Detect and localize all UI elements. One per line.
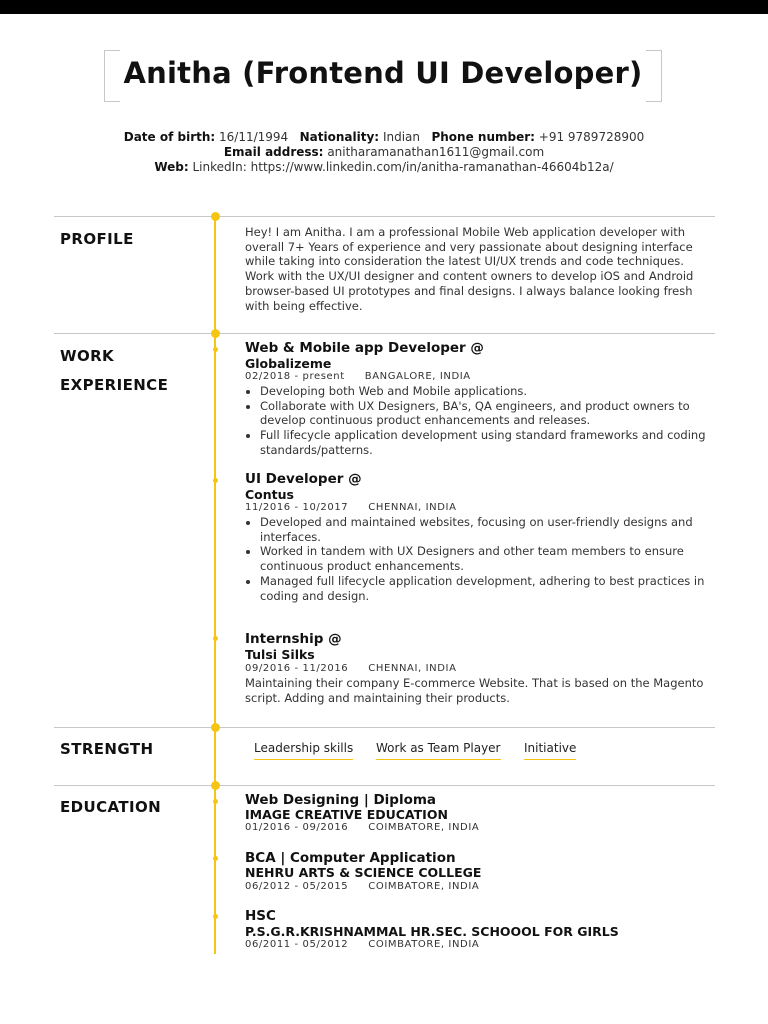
job-bullet: • Worked in tandem with UX Designers and other team members to ensure continuous product enhancements.: [260, 544, 730, 573]
strength-tag: Initiative: [524, 741, 576, 760]
nationality-label: Nationality:: [299, 130, 380, 144]
edu-school: IMAGE CREATIVE EDUCATION: [245, 807, 448, 822]
job-dates: 09/2016 - 11/2016: [245, 663, 349, 674]
job-bullets: [245, 515, 730, 603]
nationality-value: Indian: [382, 130, 420, 144]
timeline-dot: [213, 636, 218, 641]
work-heading-line2: EXPERIENCE: [60, 376, 169, 394]
dob-label: Date of birth:: [123, 130, 216, 144]
edu-location: COIMBATORE, INDIA: [368, 939, 480, 950]
dob-value: 16/11/1994: [219, 130, 289, 144]
job-dates: 11/2016 - 10/2017: [245, 502, 349, 513]
email-label: Email address:: [223, 145, 324, 159]
section-divider: [54, 727, 715, 728]
web-label: Web:: [154, 160, 189, 174]
job-bullets: [245, 384, 730, 458]
edu-meta: [245, 822, 479, 833]
edu-meta: [245, 881, 479, 892]
job-location: CHENNAI, INDIA: [368, 502, 457, 513]
strength-tag: Leadership skills: [254, 741, 353, 760]
work-heading-line1: WORK: [60, 347, 115, 365]
contact-line-3: [0, 160, 768, 174]
section-divider: [54, 216, 715, 217]
edu-school: P.S.G.R.KRISHNAMMAL HR.SEC. SCHOOOL FOR GIRLS: [245, 924, 619, 939]
timeline-node: [211, 723, 220, 732]
job-title: Web & Mobile app Developer @: [245, 340, 484, 356]
contact-line-2: [0, 145, 768, 159]
edu-dates: 06/2011 - 05/2012: [245, 939, 349, 950]
job-bullet: • Managed full lifecycle application development, adhering to best practices in coding and design.: [260, 574, 730, 603]
header-frame: [104, 50, 662, 102]
job-meta: [245, 502, 457, 513]
timeline-dot: [213, 347, 218, 352]
job-company: Tulsi Silks: [245, 647, 315, 662]
job-title: UI Developer @: [245, 471, 362, 487]
profile-text: Hey! I am Anitha. I am a professional Mobile Web application developer with overall 7+ Years of experience and very passionate about designing interface while taking into consideration the latest UI/UX trends and code techniques. Work with the UX/UI designer and content owners to develop iOS and Android browser-based UI prototypes and final designs. I always balance looking fresh with being effective.: [245, 225, 694, 313]
edu-location: COIMBATORE, INDIA: [368, 822, 480, 833]
profile-heading: PROFILE: [60, 230, 134, 248]
contact-line-1: [0, 130, 768, 144]
job-company: Globalizeme: [245, 356, 332, 371]
timeline-node: [211, 212, 220, 221]
edu-school: NEHRU ARTS & SCIENCE COLLEGE: [245, 865, 482, 880]
edu-title: Web Designing | Diploma: [245, 792, 437, 808]
job-description: Maintaining their company E-commerce Website. That is based on the Magento script. Adding and maintaining their products.: [245, 676, 704, 705]
job-meta: [245, 371, 471, 382]
education-heading: EDUCATION: [60, 798, 162, 816]
strength-heading: STRENGTH: [60, 740, 154, 758]
timeline-node: [211, 329, 220, 338]
edu-dates: 01/2016 - 09/2016: [245, 822, 349, 833]
job-meta: [245, 663, 457, 674]
edu-location: COIMBATORE, INDIA: [368, 881, 480, 892]
job-dates: 02/2018 - present: [245, 371, 345, 382]
timeline-node: [211, 781, 220, 790]
job-location: BANGALORE, INDIA: [364, 371, 471, 382]
job-bullet: • Developing both Web and Mobile applications.: [260, 384, 730, 399]
timeline-dot: [213, 799, 218, 804]
top-bar: [0, 0, 768, 14]
job-title: Internship @: [245, 631, 342, 647]
edu-dates: 06/2012 - 05/2015: [245, 881, 349, 892]
phone-value: +91 9789728900: [538, 130, 645, 144]
resume-title: Anitha (Frontend UI Developer): [123, 56, 643, 90]
timeline-line: [214, 216, 216, 954]
job-bullet: • Developed and maintained websites, focusing on user-friendly designs and interfaces.: [260, 515, 730, 544]
edu-meta: [245, 939, 479, 950]
section-divider: [54, 785, 715, 786]
timeline-dot: [213, 478, 218, 483]
strength-tag: Work as Team Player: [376, 741, 501, 760]
timeline-dot: [213, 856, 218, 861]
section-divider: [54, 333, 715, 334]
timeline-dot: [213, 914, 218, 919]
phone-label: Phone number:: [431, 130, 535, 144]
linkedin-link[interactable]: LinkedIn: https://www.linkedin.com/in/anitha-ramanathan-46604b12a/: [192, 160, 614, 174]
job-bullet: • Collaborate with UX Designers, BA's, QA engineers, and product owners to develop continuous product enhancements and releases.: [260, 399, 730, 428]
job-location: CHENNAI, INDIA: [368, 663, 457, 674]
job-company: Contus: [245, 487, 294, 502]
edu-title: HSC: [245, 908, 276, 924]
edu-title: BCA | Computer Application: [245, 850, 456, 866]
job-bullet: • Full lifecycle application development using standard frameworks and coding standards/patterns.: [260, 428, 730, 457]
email-link[interactable]: anitharamanathan1611@gmail.com: [327, 145, 545, 159]
